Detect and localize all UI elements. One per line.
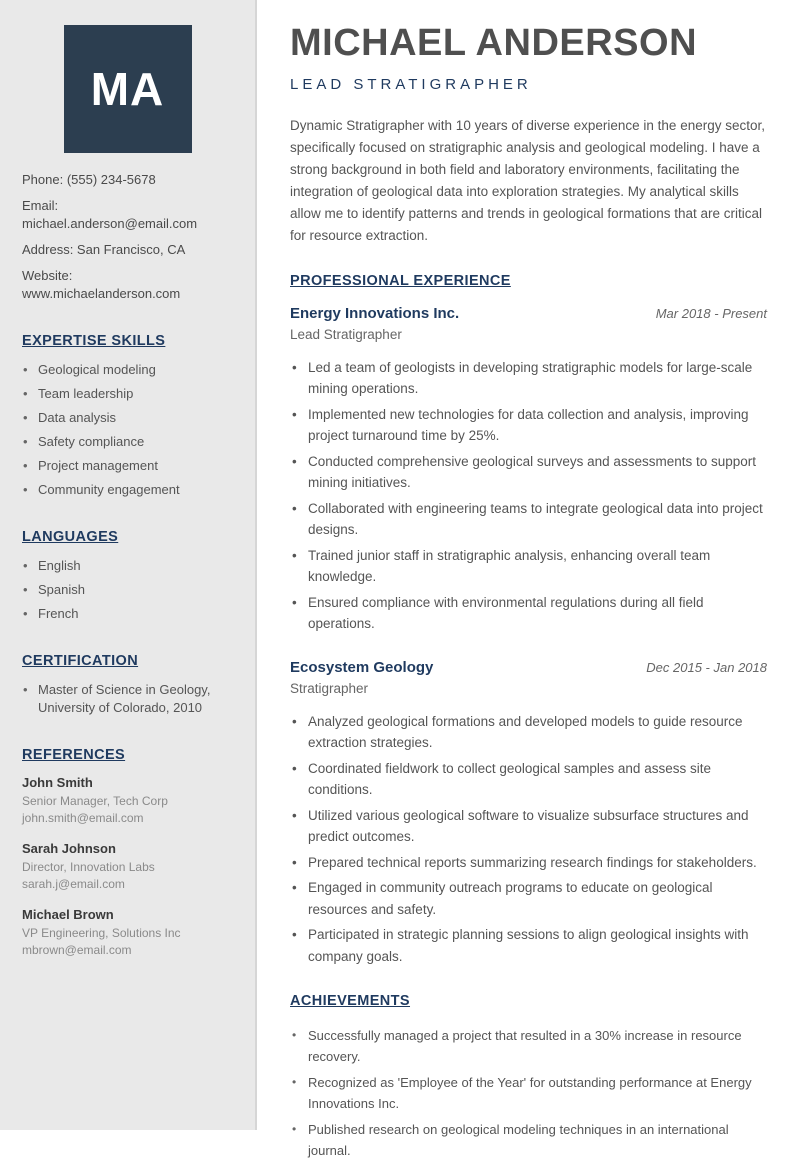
job-company: Ecosystem Geology xyxy=(290,658,434,676)
job-bullet: • Collaborated with engineering teams to integrate geological data into project designs. xyxy=(290,498,767,541)
job-bullet: • Ensured compliance with environmental regulations during all field operations. xyxy=(290,592,767,635)
job-bullet: • Conducted comprehensive geological surveys and assessments to support mining initiatives. xyxy=(290,451,767,494)
reference-entry xyxy=(22,841,233,893)
reference-role: Director, Innovation Labs xyxy=(22,860,155,874)
candidate-title: LEAD STRATIGRAPHER xyxy=(290,75,532,93)
contact-address: Address: San Francisco, CA xyxy=(22,242,186,257)
reference-name: Michael Brown xyxy=(22,907,114,922)
job-bullet-list xyxy=(290,357,767,635)
languages-heading: LANGUAGES xyxy=(22,529,119,545)
references-heading: REFERENCES xyxy=(22,747,126,763)
experience-heading: PROFESSIONAL EXPERIENCE xyxy=(290,272,511,289)
job-bullet: • Prepared technical reports summarizing research findings for stakeholders. xyxy=(290,852,767,874)
job-company: Energy Innovations Inc. xyxy=(290,304,460,322)
job-dates: Dec 2015 - Jan 2018 xyxy=(646,659,767,675)
job-header xyxy=(290,659,767,676)
contact-phone: Phone: (555) 234-5678 xyxy=(22,172,156,187)
job-header xyxy=(290,305,767,322)
reference-name: John Smith xyxy=(22,775,93,790)
job-dates: Mar 2018 - Present xyxy=(655,305,767,321)
certification-list xyxy=(22,681,233,717)
reference-email: john.smith@email.com xyxy=(22,811,144,825)
avatar xyxy=(64,25,192,153)
contact-email: Email: michael.anderson@email.com xyxy=(22,198,198,231)
summary-paragraph: Dynamic Stratigrapher with 10 years of diverse experience in the energy sector, specifically focused on stratigraphic analysis and geological modeling. I have a strong background in both field and laboratory environments, facilitating the integration of geological data into exploration strategies. My analytical skills allow me to identify patterns and trends in geological formations that are critical for resource extraction. xyxy=(290,117,765,243)
job-bullet: • Utilized various geological software to visualize subsurface structures and predict outcomes. xyxy=(290,805,767,848)
contact-info xyxy=(22,171,233,303)
candidate-name: MICHAEL ANDERSON xyxy=(290,22,698,64)
job-bullet-list xyxy=(290,711,767,968)
skill-item: • Team leadership xyxy=(22,385,233,403)
reference-role: VP Engineering, Solutions Inc xyxy=(22,926,181,940)
skills-list xyxy=(22,361,233,499)
skill-item: • Safety compliance xyxy=(22,433,233,451)
reference-role: Senior Manager, Tech Corp xyxy=(22,794,168,808)
main-content xyxy=(257,0,800,1159)
contact-website: Website: www.michaelanderson.com xyxy=(22,268,181,301)
skill-item: • Community engagement xyxy=(22,481,233,499)
achievement-item: • Successfully managed a project that resulted in a 30% increase in resource recovery. xyxy=(290,1025,767,1067)
reference-entry xyxy=(22,907,233,959)
job-entry xyxy=(290,659,767,968)
reference-email: mbrown@email.com xyxy=(22,943,132,957)
job-bullet: • Led a team of geologists in developing stratigraphic models for large-scale mining operations. xyxy=(290,357,767,400)
job-bullet: • Coordinated fieldwork to collect geological samples and assess site conditions. xyxy=(290,758,767,801)
reference-entry xyxy=(22,775,233,827)
achievement-item: • Published research on geological modeling techniques in an international journal. xyxy=(290,1119,767,1161)
achievement-item: • Recognized as 'Employee of the Year' for outstanding performance at Energy Innovations Inc. xyxy=(290,1072,767,1114)
languages-list xyxy=(22,557,233,623)
sidebar xyxy=(0,0,257,1130)
job-bullet: • Analyzed geological formations and developed models to guide resource extraction strategies. xyxy=(290,711,767,754)
job-bullet: • Engaged in community outreach programs to educate on geological resources and safety. xyxy=(290,877,767,920)
avatar-initials: MA xyxy=(90,63,165,115)
job-entry xyxy=(290,305,767,635)
skill-item: • Project management xyxy=(22,457,233,475)
language-item: • English xyxy=(22,557,233,575)
language-item: • Spanish xyxy=(22,581,233,599)
achievements-list xyxy=(290,1025,767,1161)
job-role: Stratigrapher xyxy=(290,680,369,696)
job-bullet: • Implemented new technologies for data collection and analysis, improving project turnaround time by 25%. xyxy=(290,404,767,447)
skills-heading: EXPERTISE SKILLS xyxy=(22,333,166,349)
skill-item: • Data analysis xyxy=(22,409,233,427)
reference-email: sarah.j@email.com xyxy=(22,877,125,891)
reference-name: Sarah Johnson xyxy=(22,841,116,856)
job-bullet: • Participated in strategic planning sessions to align geological insights with company goals. xyxy=(290,924,767,967)
certification-item: • Master of Science in Geology, University of Colorado, 2010 xyxy=(22,681,233,717)
certification-heading: CERTIFICATION xyxy=(22,653,139,669)
job-bullet: • Trained junior staff in stratigraphic analysis, enhancing overall team knowledge. xyxy=(290,545,767,588)
achievements-heading: ACHIEVEMENTS xyxy=(290,993,411,1010)
language-item: • French xyxy=(22,605,233,623)
skill-item: • Geological modeling xyxy=(22,361,233,379)
job-role: Lead Stratigrapher xyxy=(290,326,402,342)
